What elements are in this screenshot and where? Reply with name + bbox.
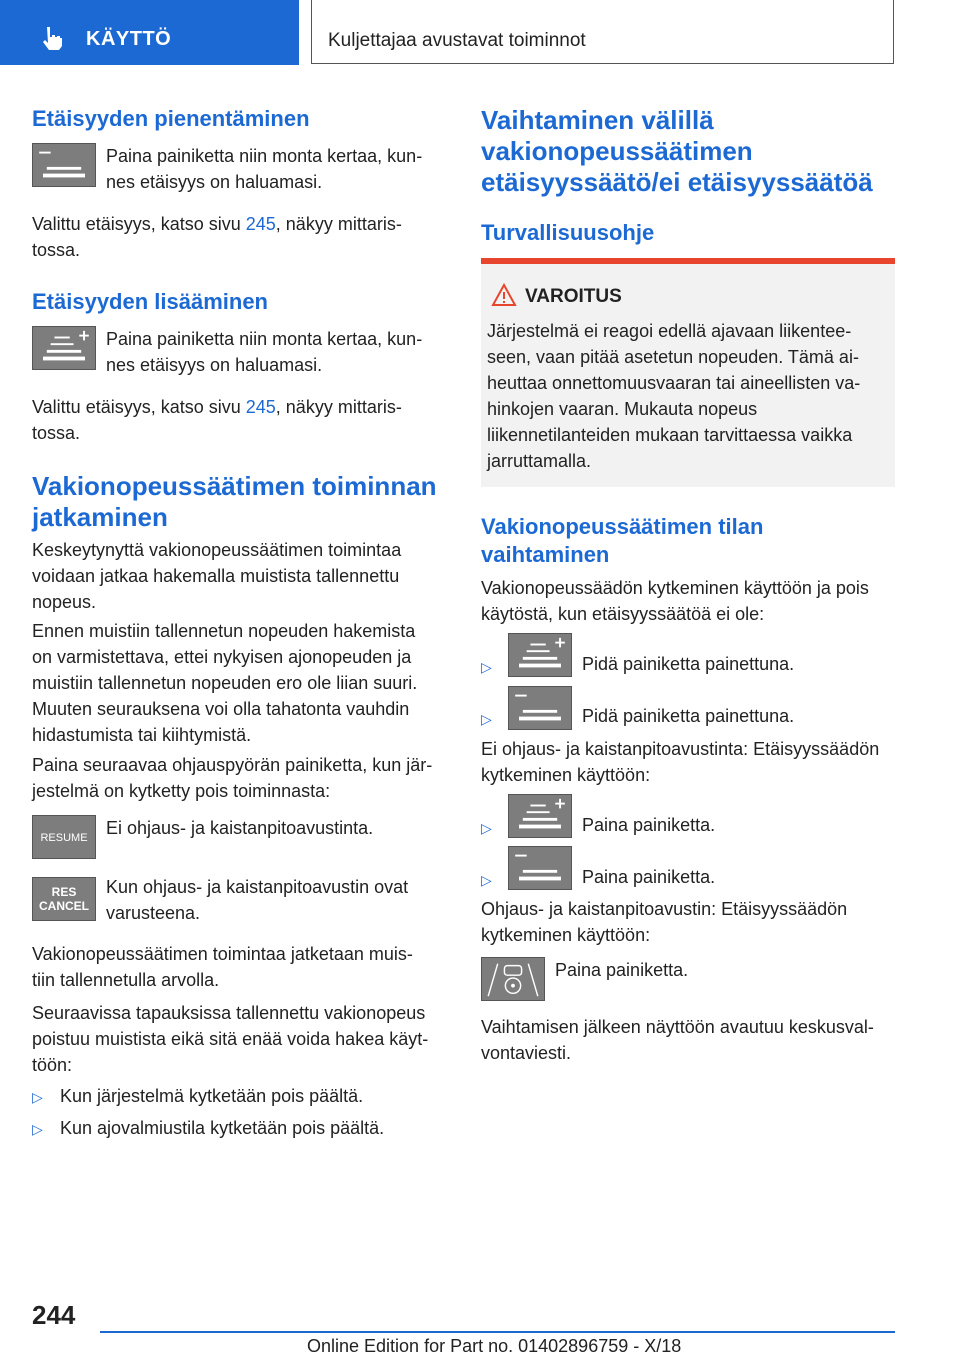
resume-button-icon — [32, 815, 96, 859]
mode-para-a — [481, 575, 901, 627]
text-line: nes etäisyys on haluamasi. — [106, 172, 323, 192]
res-cancel-label: CANCEL — [39, 899, 89, 913]
reduce-distance-heading: Etäisyyden pienentäminen — [32, 106, 310, 131]
list-item — [32, 1115, 384, 1142]
text-line: kytkeminen käyttöön: — [481, 765, 651, 785]
increase-paragraph — [32, 394, 452, 446]
step-text: Pidä painiketta painettuna. — [582, 654, 795, 674]
resume-para-d — [32, 941, 452, 993]
heading-line: vakionopeussäätimen — [481, 136, 753, 166]
resume-heading — [32, 471, 452, 533]
triangle-bullet-icon: ▷ — [32, 1089, 43, 1105]
heading-line: etäisyyssäätö/ei etäisyyssäätöä — [481, 167, 873, 197]
text-line: hinkojen vaaran. Mukauta nopeus — [487, 399, 758, 419]
triangle-bullet-icon: ▷ — [481, 820, 492, 836]
text-line: töön: — [32, 1055, 73, 1075]
switch-heading — [481, 105, 901, 198]
text-line: Vakionopeussäädön kytkeminen käyttöön ja pois — [481, 578, 869, 598]
text-line: heuttaa onnettomuusvaaran tai aineellisten va- — [487, 373, 861, 393]
warning-bar — [481, 258, 895, 264]
text-line: Vaihtamisen jälkeen näyttöön avautuu keskusval- — [481, 1017, 874, 1037]
text-line: Paina painiketta niin monta kertaa, kun- — [106, 146, 423, 166]
text-line: liikennetilanteiden mukaan tarvittaessa vaikka — [487, 425, 853, 445]
triangle-bullet-icon: ▷ — [481, 872, 492, 888]
text-line: Keskeytynyttä vakionopeussäätimen toimintaa — [32, 540, 402, 560]
page-link[interactable]: 245 — [245, 397, 276, 417]
footer-text: Online Edition for Part no. 01402896759 - X/18 — [307, 1336, 682, 1356]
warning-box — [481, 258, 895, 487]
page-link[interactable]: 245 — [245, 214, 276, 234]
text-line: seen, vaan pitää asetetun nopeuden. Tämä ai- — [487, 347, 859, 367]
bullet-text: Kun ajovalmiustila kytketään pois päältä. — [60, 1118, 385, 1138]
mode-para-b — [481, 736, 901, 788]
section-tab[interactable] — [0, 0, 299, 65]
resume-para-c — [32, 752, 452, 804]
list-item — [32, 1083, 363, 1110]
pointing-hand-icon — [40, 25, 66, 56]
text-line: tiin tallennetulla arvolla. — [32, 970, 220, 990]
text-line: varusteena. — [106, 903, 201, 923]
resume-button-text: Ei ohjaus- ja kaistanpitoavustinta. — [106, 818, 374, 838]
distance-minus-button-icon — [508, 846, 572, 890]
heading-line: vaihtaminen — [481, 542, 610, 567]
text-line: Ohjaus- ja kaistanpitoavustin: Etäisyyssäädön — [481, 899, 848, 919]
step-text: Paina painiketta. — [582, 867, 716, 887]
triangle-bullet-icon: ▷ — [481, 659, 492, 675]
distance-plus-button-icon — [508, 794, 572, 838]
text-line: Ei ohjaus- ja kaistanpitoavustinta: Etäisyyssäädön — [481, 739, 880, 759]
warning-text — [487, 318, 887, 474]
reduce-paragraph — [32, 211, 452, 263]
safety-heading: Turvallisuusohje — [481, 220, 655, 245]
text-line: Vakionopeussäätimen toimintaa jatketaan muis- — [32, 944, 413, 964]
heading-line: Vakionopeussäätimen tilan — [481, 514, 764, 539]
text-line: voidaan jatkaa hakemalla muistista tallennettu — [32, 566, 400, 586]
heading-line: jatkaminen — [32, 502, 168, 532]
text-line: Ennen muistiin tallennetun nopeuden hakemista — [32, 621, 416, 641]
bullet-text: Kun järjestelmä kytketään pois päältä. — [60, 1086, 364, 1106]
distance-minus-button-icon — [32, 143, 96, 187]
text-line: muistiin tallennetun nopeuden ero ole liian suuri. — [32, 673, 418, 693]
text-line: käytöstä, kun etäisyyssäätöä ei ole: — [481, 604, 765, 624]
triangle-bullet-icon: ▷ — [481, 711, 492, 727]
warning-triangle-icon — [491, 283, 517, 312]
text: , näkyy mittaris- — [275, 214, 402, 234]
text: tossa. — [32, 240, 81, 260]
text-line: hidastumista tai kiihtymistä. — [32, 725, 252, 745]
resume-para-b — [32, 618, 452, 748]
text: , näkyy mittaris- — [275, 397, 402, 417]
text-line: Kun ohjaus- ja kaistanpitoavustin ovat — [106, 877, 409, 897]
mode-para-c — [481, 896, 901, 948]
text-line: jarruttamalla. — [487, 451, 592, 471]
footer-divider — [100, 1331, 895, 1333]
resume-para-e — [32, 1000, 452, 1078]
warning-title: VAROITUS — [525, 286, 622, 307]
text-line: nopeus. — [32, 592, 97, 612]
step-text: Paina painiketta. — [555, 960, 689, 980]
distance-plus-button-icon — [508, 633, 572, 677]
text-line: nes etäisyys on haluamasi. — [106, 355, 323, 375]
res-cancel-text — [106, 874, 408, 926]
text-line: kytkeminen käyttöön: — [481, 925, 651, 945]
reduce-icon-text — [106, 143, 422, 195]
text-line: Järjestelmä ei reagoi edellä ajavaan liikentee- — [487, 321, 852, 341]
text-line: vontaviesti. — [481, 1043, 572, 1063]
text-line: jestelmä on kytketty pois toiminnasta: — [32, 781, 331, 801]
chapter-title: Kuljettajaa avustavat toiminnot — [328, 30, 586, 51]
section-tab-label: KÄYTTÖ — [86, 28, 172, 50]
text: tossa. — [32, 423, 81, 443]
distance-minus-button-icon — [508, 686, 572, 730]
increase-icon-text — [106, 326, 422, 378]
resume-button-label: RESUME — [40, 832, 88, 844]
res-cancel-button-icon — [32, 877, 96, 921]
heading-line: Vakionopeussäätimen toiminnan — [32, 471, 437, 501]
distance-plus-button-icon — [32, 326, 96, 370]
text: Valittu etäisyys, katso sivu — [32, 397, 246, 417]
mode-para-d — [481, 1014, 901, 1066]
text: Valittu etäisyys, katso sivu — [32, 214, 246, 234]
step-text: Paina painiketta. — [582, 815, 716, 835]
text-line: Muuten seurauksena voi olla tahatonta vauhdin — [32, 699, 410, 719]
step-text: Pidä painiketta painettuna. — [582, 706, 795, 726]
resume-para-a — [32, 537, 452, 615]
increase-distance-heading: Etäisyyden lisääminen — [32, 289, 268, 314]
heading-line: Vaihtaminen välillä — [481, 105, 714, 135]
page-number: 244 — [32, 1300, 76, 1330]
text-line: Paina painiketta niin monta kertaa, kun- — [106, 329, 423, 349]
triangle-bullet-icon: ▷ — [32, 1121, 43, 1137]
chapter-title-box — [311, 0, 894, 64]
text-line: on varmistettava, ettei nykyisen ajonopeuden ja — [32, 647, 412, 667]
mode-heading — [481, 513, 763, 569]
text-line: Seuraavissa tapauksissa tallennettu vakionopeus — [32, 1003, 426, 1023]
text-line: Paina seuraavaa ohjauspyörän painiketta, kun jär- — [32, 755, 433, 775]
text-line: poistuu muistista eikä sitä enää voida hakea käyt- — [32, 1029, 429, 1049]
res-cancel-label: RES — [51, 885, 77, 899]
steering-assist-button-icon — [481, 957, 545, 1001]
